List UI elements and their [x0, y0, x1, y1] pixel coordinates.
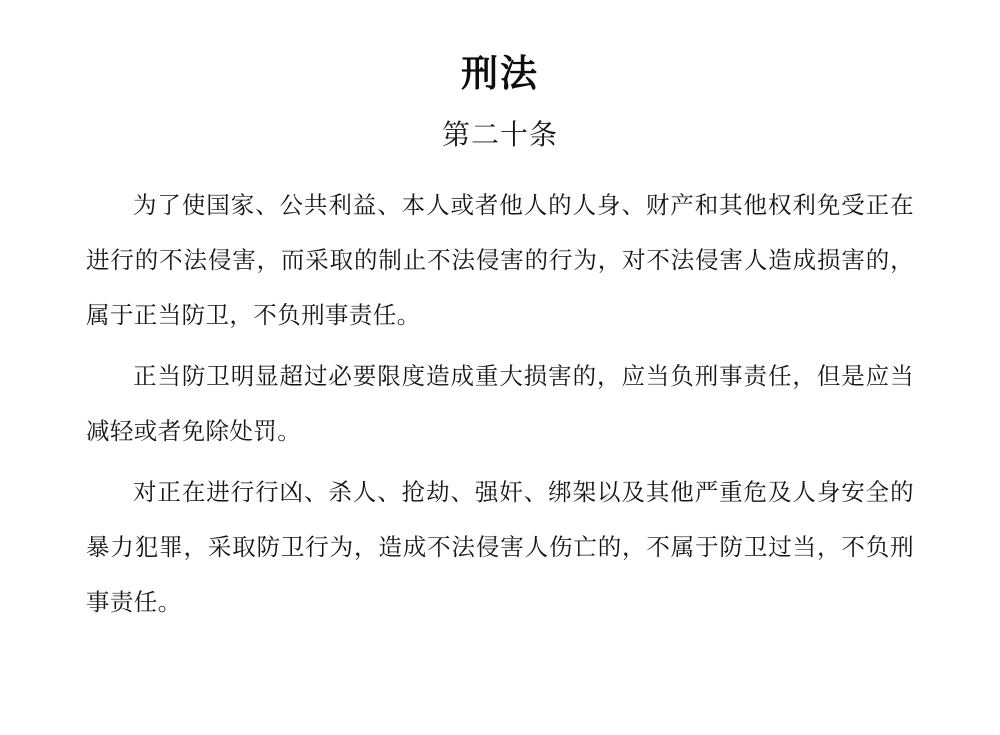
document-body: [86, 152, 914, 630]
page-title: 刑法: [461, 53, 539, 94]
paragraph: 为了使国家、公共利益、本人或者他人的人身、财产和其他权利免受正在进行的不法侵害，而采取的制止不法侵害的行为，对不法侵害人造成损害的，属于正当防卫，不负刑事责任。: [86, 191, 914, 328]
paragraph: 对正在进行行凶、杀人、抢劫、强奸、绑架以及其他严重危及人身安全的暴力犯罪，采取防卫行为，造成不法侵害人伤亡的，不属于防卫过当，不负刑事责任。: [86, 478, 914, 615]
article-subtitle: 第二十条: [441, 119, 558, 151]
paragraph: 正当防卫明显超过必要限度造成重大损害的，应当负刑事责任，但是应当减轻或者免除处罚。: [86, 362, 914, 444]
